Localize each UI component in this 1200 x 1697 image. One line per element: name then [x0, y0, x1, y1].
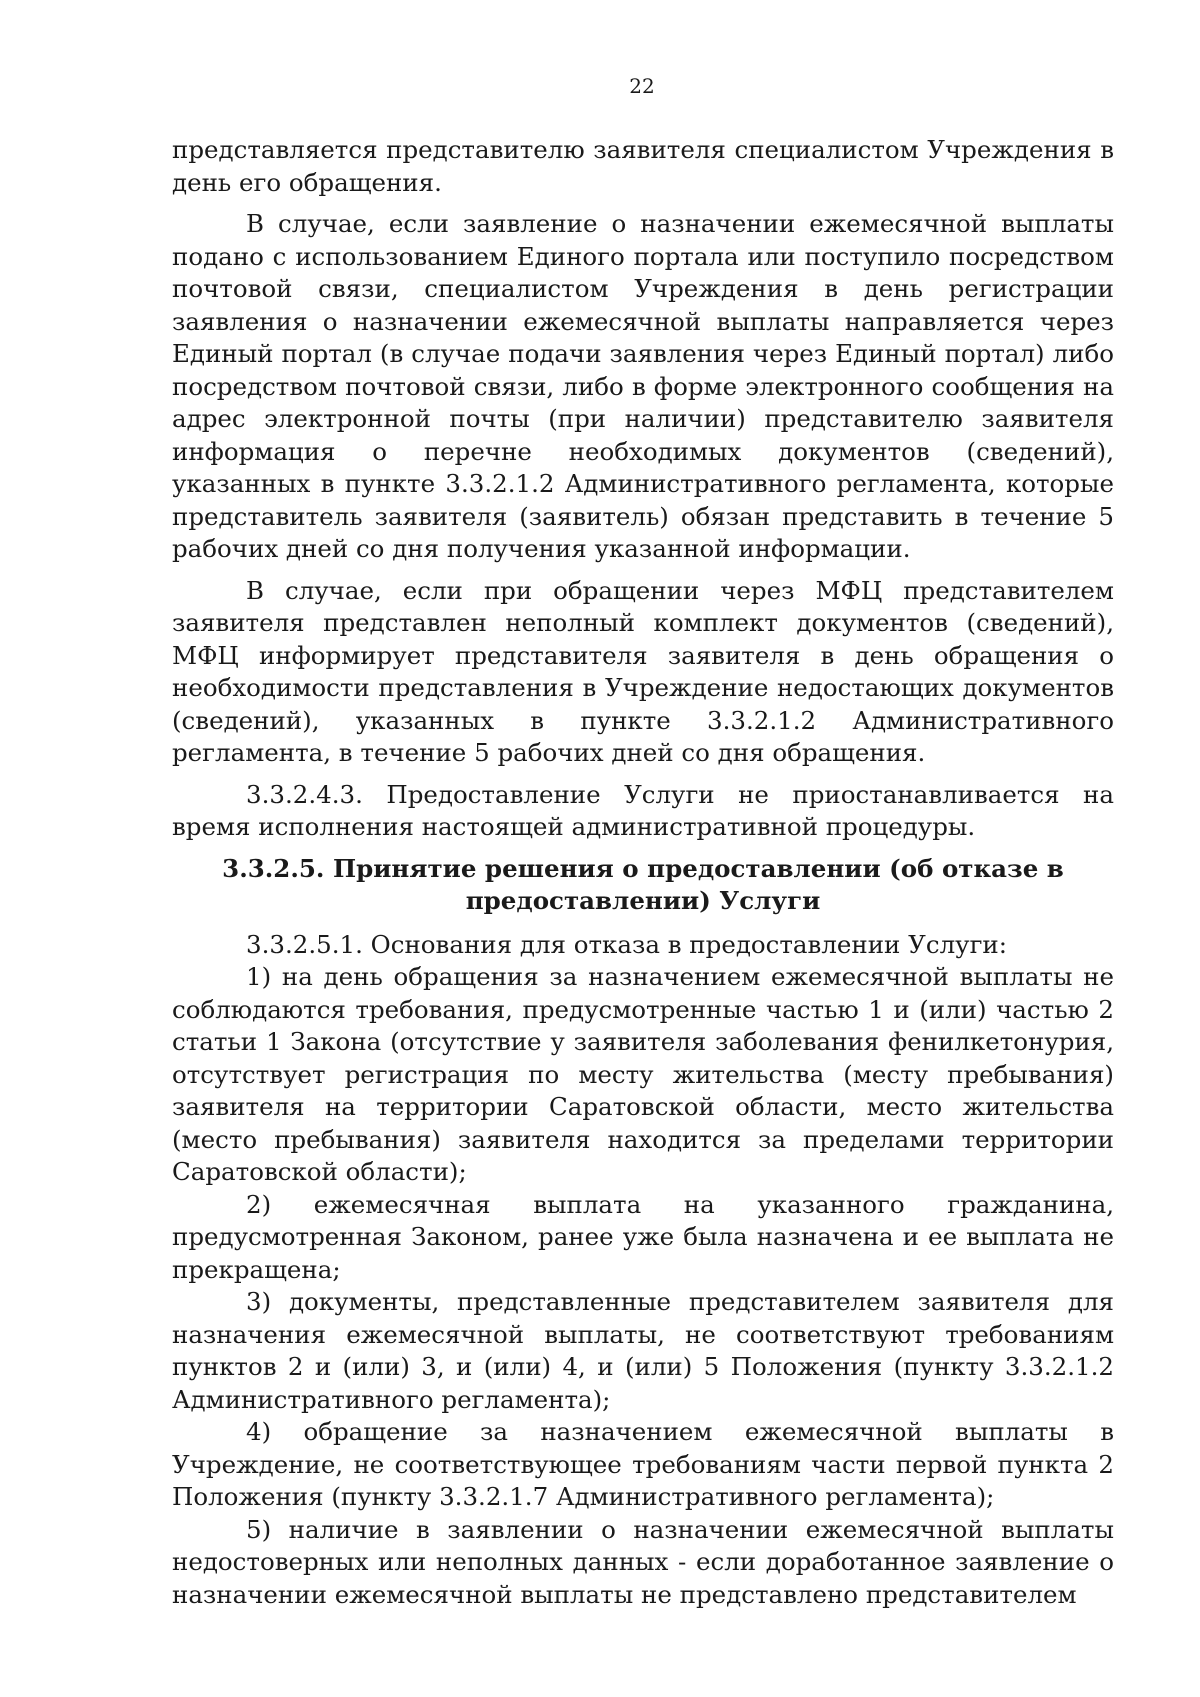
- document-body: [172, 134, 1114, 1611]
- list-item: 1) на день обращения за назначением ежемесячной выплаты не соблюдаются требования, предусмотренные частью 1 и (или) частью 2 статьи 1 Закона (отсутствие у заявителя заболевания фенилкетонурия, отсутствует регистрация по месту жительства (месту пребывания) заявителя на территории Саратовской области, место жительства (место пребывания) заявителя находится за пределами территории Саратовской области);: [172, 962, 1114, 1186]
- list-item: 2) ежемесячная выплата на указанного гражданина, предусмотренная Законом, ранее уже была назначена и ее выплата не прекращена;: [172, 1189, 1114, 1284]
- section-intro: 3.3.2.5.1. Основания для отказа в предоставлении Услуги:: [246, 929, 1007, 959]
- section-heading: 3.3.2.5. Принятие решения о предоставлении (об отказе в предоставлении) Услуги: [222, 853, 1064, 915]
- paragraph-continuation: представляется представителю заявителя специалистом Учреждения в день его обращения.: [172, 135, 1114, 197]
- paragraph-3-3-2-4-3: 3.3.2.4.3. Предоставление Услуги не приостанавливается на время исполнения настоящей административной процедуры.: [172, 779, 1114, 841]
- list-item: 5) наличие в заявлении о назначении ежемесячной выплаты недостоверных или неполных данных - если доработанное заявление о назначении ежемесячной выплаты не представлено представителем: [172, 1514, 1114, 1609]
- paragraph-mfc: В случае, если при обращении через МФЦ представителем заявителя представлен неполный комплект документов (сведений), МФЦ информирует представителя заявителя в день обращения о необходимости представления в Учреждение недостающих документов (сведений), указанных в пункте 3.3.2.1.2 Административного регламента, в течение 5 рабочих дней со дня обращения.: [172, 575, 1114, 767]
- list-item: 3) документы, представленные представителем заявителя для назначения ежемесячной выплаты, не соответствуют требованиям пунктов 2 и (или) 3, и (или) 4, и (или) 5 Положения (пункту 3.3.2.1.2 Административного регламента);: [172, 1287, 1114, 1414]
- page-number: 22: [629, 74, 655, 98]
- paragraph-portal-mail: В случае, если заявление о назначении ежемесячной выплаты подано с использованием Единого портала или поступило посредством почтовой связи, специалистом Учреждения в день регистрации заявления о назначении ежемесячной выплаты направляется через Единый портал (в случае подачи заявления через Единый портал) либо посредством почтовой связи, либо в форме электронного сообщения на адрес электронной почты (при наличии) представителю заявителя информация о перечне необходимых документов (сведений), указанных в пункте 3.3.2.1.2 Административного регламента, которые представитель заявителя (заявитель) обязан представить в течение 5 рабочих дней со дня получения указанной информации.: [172, 209, 1114, 563]
- list-item: 4) обращение за назначением ежемесячной выплаты в Учреждение, не соответствующее требованиям части первой пункта 2 Положения (пункту 3.3.2.1.7 Административного регламента);: [172, 1417, 1114, 1511]
